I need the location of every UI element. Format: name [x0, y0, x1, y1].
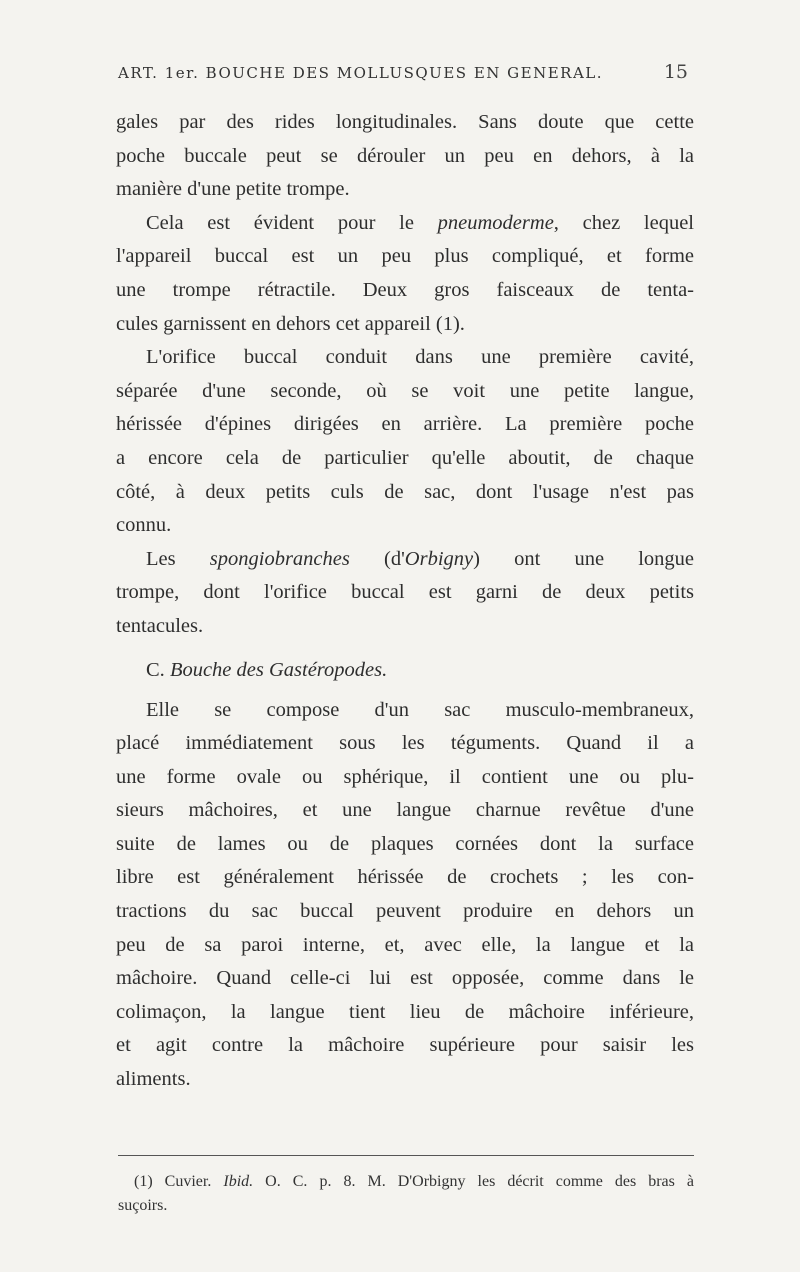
italic-term: Orbigny [404, 547, 474, 570]
text-line: cules garnissent en dehors cet appareil (1). [116, 312, 465, 335]
text-run: Les [146, 547, 210, 570]
text-line: hérissée d'épines dirigées en arrière. La première poche [116, 413, 694, 436]
text-run: , chez lequel [553, 211, 694, 234]
text-run: (d' [349, 547, 405, 570]
section-heading [116, 650, 694, 690]
text-line: l'appareil buccal est un peu plus compliqué, et forme [116, 245, 694, 268]
text-line: mâchoire. Quand celle-ci lui est opposée, comme dans le [116, 967, 694, 990]
italic-term: Ibid. [223, 1173, 254, 1190]
text-line: côté, à deux petits culs de sac, dont l'usage n'est pas [116, 480, 694, 503]
text-line [116, 543, 694, 577]
text-run: (1) Cuvier. [134, 1173, 224, 1190]
section-title: Bouche des Gastéropodes. [169, 658, 388, 681]
italic-term: pneumoderme [437, 211, 554, 234]
text-line: L'orifice buccal conduit dans une première cavité, [146, 346, 694, 369]
body-text [116, 106, 694, 1097]
running-title: ART. 1er. BOUCHE DES MOLLUSQUES EN GENERAL. [118, 64, 604, 82]
text-line: placé immédiatement sous les téguments. Quand il a [116, 732, 694, 755]
text-line: sieurs mâchoires, et une langue charnue revêtue d'une [116, 799, 694, 822]
footnote-line: suçoirs. [118, 1197, 168, 1214]
text-line: gales par des rides longitudinales. Sans doute que cette [116, 111, 694, 133]
text-line: colimaçon, la langue tient lieu de mâchoire inférieure, [116, 1000, 694, 1023]
text-line: tractions du sac buccal peuvent produire en dehors un [116, 900, 694, 923]
footnote-line [118, 1170, 694, 1194]
text-line: suite de lames ou de plaques cornées dont la surface [116, 832, 694, 855]
footnote [118, 1170, 694, 1218]
text-line: une forme ovale ou sphérique, il contient une ou plu- [116, 765, 694, 788]
section-letter: C. [146, 658, 170, 681]
text-run: Cela est évident pour le [146, 211, 438, 234]
text-line: une trompe rétractile. Deux gros faisceaux de tenta- [116, 278, 694, 301]
text-line: trompe, dont l'orifice buccal est garni de deux petits [116, 581, 694, 604]
text-line: libre est généralement hérissée de crochets ; les con- [116, 866, 694, 889]
text-run: O. C. p. 8. M. D'Orbigny les décrit comme des bras à [253, 1173, 695, 1190]
italic-term: spongiobranches [209, 547, 350, 570]
text-line [116, 207, 694, 241]
text-line: peu de sa paroi interne, et, avec elle, la langue et la [116, 933, 694, 956]
text-line: séparée d'une seconde, où se voit une petite langue, [116, 379, 694, 402]
text-line: a encore cela de particulier qu'elle aboutit, de chaque [116, 446, 694, 469]
page-number: 15 [663, 61, 688, 83]
text-line: aliments. [116, 1068, 191, 1091]
text-run: ) ont une longue [473, 547, 694, 570]
text-line: manière d'une petite trompe. [116, 178, 350, 201]
footnote-rule [118, 1155, 694, 1156]
text-line: tentacules. [116, 614, 204, 637]
text-line: connu. [116, 514, 172, 537]
running-head [118, 61, 688, 83]
text-line: Elle se compose d'un sac musculo-membraneux, [146, 698, 694, 721]
text-line: poche buccale peut se dérouler un peu en dehors, à la [116, 144, 694, 167]
text-line: et agit contre la mâchoire supérieure pour saisir les [116, 1034, 694, 1057]
